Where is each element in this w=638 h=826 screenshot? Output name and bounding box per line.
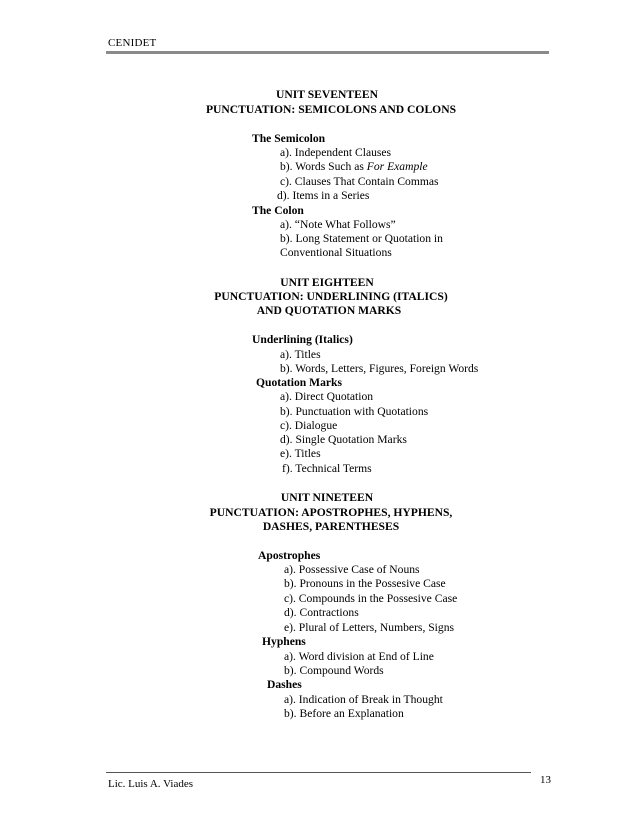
unit19-subtitle-2: DASHES, PARENTHESES — [262, 520, 400, 533]
colon-item-a: a). “Note What Follows” — [280, 218, 396, 231]
apostrophes-item-a: a). Possessive Case of Nouns — [284, 563, 420, 576]
quotation-item-d: d). Single Quotation Marks — [280, 433, 407, 446]
unit18-subtitle-1: PUNCTUATION: UNDERLINING (ITALICS) — [214, 290, 448, 303]
semicolon-item-c: c). Clauses That Contain Commas — [280, 175, 439, 188]
semicolon-heading: The Semicolon — [252, 132, 326, 145]
unit18-title: UNIT EIGHTEEN — [280, 276, 374, 289]
footer-author: Lic. Luis A. Viades — [108, 778, 193, 790]
apostrophes-heading: Apostrophes — [258, 549, 321, 562]
dashes-item-a: a). Indication of Break in Thought — [284, 693, 443, 706]
footer-rule — [106, 772, 531, 773]
quotation-item-c: c). Dialogue — [280, 419, 338, 432]
semicolon-item-b-italic: For Example — [366, 160, 428, 173]
colon-heading: The Colon — [252, 204, 304, 217]
hyphens-item-b: b). Compound Words — [284, 664, 384, 677]
unit17-title: UNIT SEVENTEEN — [276, 88, 378, 101]
underlining-item-b: b). Words, Letters, Figures, Foreign Words — [280, 362, 479, 375]
unit17-subtitle: PUNCTUATION: SEMICOLONS AND COLONS — [205, 103, 457, 116]
dashes-heading: Dashes — [267, 678, 302, 691]
quotation-item-a: a). Direct Quotation — [280, 390, 374, 403]
apostrophes-item-e: e). Plural of Letters, Numbers, Signs — [284, 621, 455, 634]
hyphens-heading: Hyphens — [262, 635, 306, 648]
semicolon-item-b: b). Words Such as For Example — [280, 160, 428, 173]
unit18-subtitle-2: AND QUOTATION MARKS — [256, 304, 402, 317]
header-rule — [106, 51, 549, 54]
colon-item-b-cont: Conventional Situations — [280, 246, 392, 259]
apostrophes-item-b: b). Pronouns in the Possesive Case — [284, 577, 446, 590]
semicolon-item-d: d). Items in a Series — [277, 189, 370, 202]
hyphens-item-a: a). Word division at End of Line — [284, 650, 434, 663]
underlining-heading: Underlining (Italics) — [252, 333, 353, 346]
unit19-subtitle-1: PUNCTUATION: APOSTROPHES, HYPHENS, — [209, 506, 453, 519]
quotation-heading: Quotation Marks — [256, 376, 342, 389]
dashes-item-b: b). Before an Explanation — [284, 707, 404, 720]
quotation-item-e: e). Titles — [280, 447, 321, 460]
apostrophes-item-c: c). Compounds in the Possesive Case — [284, 592, 458, 605]
header-title: CENIDET — [108, 37, 157, 49]
page-number: 13 — [540, 774, 551, 786]
underlining-item-a: a). Titles — [280, 348, 321, 361]
quotation-item-f: f). Technical Terms — [282, 462, 372, 475]
apostrophes-item-d: d). Contractions — [284, 606, 359, 619]
colon-item-b: b). Long Statement or Quotation in — [280, 232, 443, 245]
unit19-title: UNIT NINETEEN — [280, 491, 374, 504]
quotation-item-b: b). Punctuation with Quotations — [280, 405, 429, 418]
semicolon-item-a: a). Independent Clauses — [280, 146, 392, 159]
